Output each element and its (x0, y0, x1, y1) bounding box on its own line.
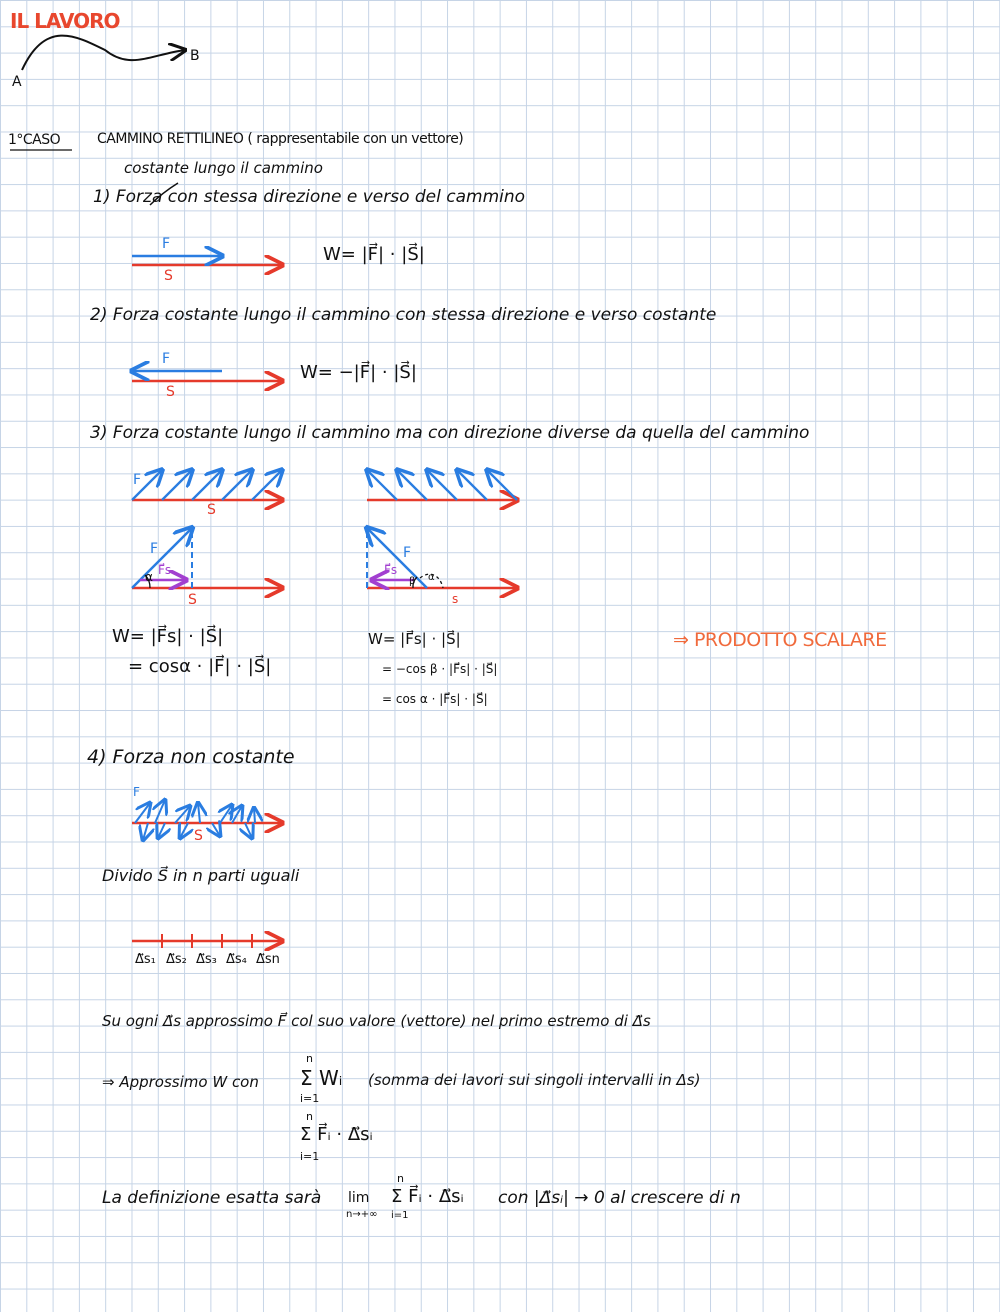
force-label-4: F (133, 785, 140, 799)
point-a-label: A (12, 74, 22, 90)
formula-3-left-1: W= |F⃗s| · |S⃗| (112, 626, 224, 647)
formula-3-right-1: W= |F⃗s| · |S⃗| (368, 630, 461, 648)
segment-label-4: Δ⃗s₄ (226, 952, 247, 967)
item1-insertion: costante lungo il cammino (124, 159, 323, 177)
displacement-label-2: S (166, 384, 175, 400)
approx-prefix: ⇒ Approssimo W con (102, 1073, 259, 1091)
f-vectors-3a (132, 470, 282, 500)
force-label-3a: F (133, 472, 142, 488)
formula-1: W= |F⃗| · |S⃗| (323, 244, 425, 265)
definition-lim-sub: n→+∞ (346, 1209, 378, 1220)
sum-bottom-3: i=1 (391, 1210, 409, 1221)
displacement-label-3c: S (188, 592, 197, 608)
alpha-label-3d: α (428, 572, 435, 583)
sum-top-2: n (306, 1110, 313, 1123)
item3-text: 3) Forza costante lungo il cammino ma con direzione diverse da quella del cammino (90, 423, 810, 443)
force-label-3c: F (150, 541, 159, 557)
point-b-label: B (190, 48, 200, 64)
divido-text: Divido S⃗ in n parti uguali (102, 866, 300, 885)
f-vectors-3b (367, 470, 517, 500)
sum-top-3: n (397, 1172, 404, 1185)
fs-label-3d: F⃗s (384, 563, 398, 577)
segment-label-n: Δ⃗sn (256, 952, 280, 967)
formula-3-right-3: = cos α · |F⃗s| · |S⃗| (382, 692, 488, 706)
alpha-label-3c: α (145, 570, 153, 584)
approx-text-1: Su ogni Δ⃗s approssimo F⃗ col suo valore (vettore) nel primo estremo di Δ⃗s (102, 1012, 651, 1030)
displacement-label-3d: s (452, 592, 459, 606)
item1-text: 1) Forza con stessa direzione e verso del cammino (93, 187, 526, 207)
force-label-3d: F (403, 545, 412, 561)
case-heading: CAMMINO RETTILINEO ( rappresentabile con un vettore) (97, 131, 464, 147)
definition-prefix: La definizione esatta sarà (102, 1188, 322, 1208)
displacement-label-3a: S (207, 502, 216, 518)
segment-label-2: Δ⃗s₂ (166, 952, 187, 967)
page-title: IL LAVORO (10, 9, 120, 33)
displacement-label-1: S (164, 268, 173, 284)
formula-3-right-2: = −cos β · |F⃗s| · |S⃗| (382, 662, 498, 676)
segment-label-3: Δ⃗s₃ (196, 952, 217, 967)
beta-label-3d: β (409, 576, 416, 587)
sum-2: Σ F⃗ᵢ · Δ⃗sᵢ (300, 1124, 373, 1145)
definition-sum: Σ F⃗ᵢ · Δ⃗sᵢ (391, 1186, 464, 1207)
item2-text: 2) Forza costante lungo il cammino con stessa direzione e verso costante (90, 305, 717, 325)
displacement-label-4: S (194, 828, 203, 844)
prodotto-scalare: ⇒ PRODOTTO SCALARE (673, 629, 887, 651)
definition-lim: lim (348, 1190, 370, 1206)
definition-suffix: con |Δ⃗sᵢ| → 0 al crescere di n (498, 1188, 741, 1208)
sum-top-1: n (306, 1052, 313, 1065)
force-label-1: F (162, 236, 171, 252)
fs-label-3c: F⃗s (158, 563, 172, 577)
path-a-b (22, 36, 185, 70)
formula-2: W= −|F⃗| · |S⃗| (300, 362, 417, 383)
force-label-2: F (162, 351, 171, 367)
approx-suffix: (somma dei lavori sui singoli intervalli in Δs) (368, 1071, 701, 1089)
segment-label-1: Δ⃗s₁ (135, 952, 156, 967)
sum-bottom-1: i=1 (300, 1092, 320, 1105)
formula-3-left-2: = cosα · |F⃗| · |S⃗| (128, 656, 272, 677)
case-label: 1°CASO (8, 132, 61, 148)
item4-text: 4) Forza non costante (87, 746, 295, 768)
sum-bottom-2: i=1 (300, 1150, 320, 1163)
sum-1: Σ Wᵢ (300, 1066, 343, 1090)
